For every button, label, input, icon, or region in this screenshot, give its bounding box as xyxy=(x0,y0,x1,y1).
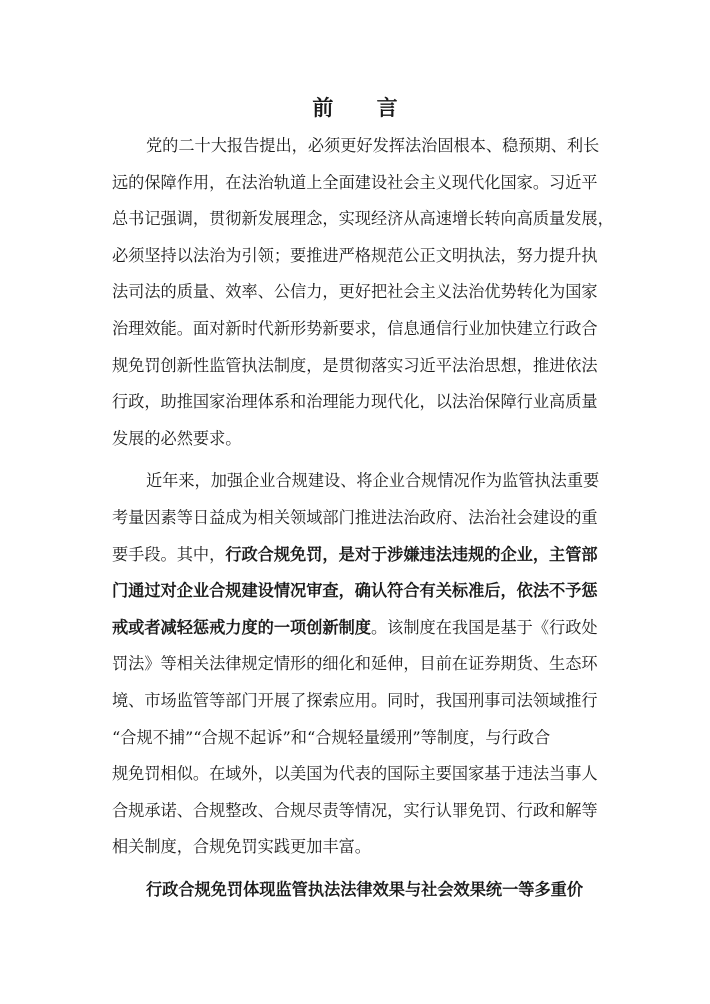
text-line: 必须坚持以法治为引领；要推进严格规范公正文明执法，努力提升执 xyxy=(112,245,598,265)
paragraph-2 xyxy=(112,463,604,866)
text-line: 罚法》等相关法律规定情形的细化和延伸，目前在证券期货、生态环 xyxy=(112,654,598,674)
bold-heading-line: 行政合规免罚体现监管执法法律效果与社会效果统一等多重价 xyxy=(146,879,584,899)
text-line: 党的二十大报告提出，必须更好发挥法治固根本、稳预期、利长 xyxy=(146,136,600,155)
text-line: 远的保障作用，在法治轨道上全面建设社会主义现代化国家。习近平 xyxy=(112,172,598,192)
bold-definition: 行政合规免罚，是对于涉嫌违法违规的企业，主管部 xyxy=(225,544,598,564)
text-line: 治理效能。面对新时代新形势新要求，信息通信行业加快建立行政合 xyxy=(112,318,598,338)
text-line: 发展的必然要求。 xyxy=(112,428,242,448)
page-title: 前 言 xyxy=(312,96,416,120)
text-line: 相关制度，合规免罚实践更加丰富。 xyxy=(112,837,371,857)
text-line: 法司法的质量、效率、公信力，更好把社会主义法治优势转化为国家 xyxy=(112,282,598,302)
text-line: 近年来，加强企业合规建设、将企业合规情况作为监管执法重要 xyxy=(146,471,600,491)
text-line xyxy=(112,610,604,647)
text-line: 考量因素等日益成为相关领域部门推进法治政府、法治社会建设的重 xyxy=(112,507,598,527)
bold-definition: 门通过对企业合规建设情况审查，确认符合有关标准后，依法不予惩 xyxy=(112,581,598,601)
text-segment: 要手段。其中， xyxy=(112,544,226,564)
bold-definition: 戒或者减轻惩戒力度的一项创新制度 xyxy=(112,617,371,637)
text-line: 规免罚创新性监管执法制度，是贯彻落实习近平法治思想，推进依法 xyxy=(112,355,598,375)
text-line: 行政，助推国家治理体系和治理能力现代化，以法治保障行业高质量 xyxy=(112,392,598,412)
text-line: 境、市场监管等部门开展了探索应用。同时，我国刑事司法领域推行 xyxy=(112,690,598,710)
document-body xyxy=(112,128,614,914)
text-line: 总书记强调，贯彻新发展理念，实现经济从高速增长转向高质量发展， xyxy=(112,209,614,229)
text-line xyxy=(112,537,604,574)
text-line: 合规承诺、合规整改、合规尽责等情况，实行认罪免罚、行政和解等 xyxy=(112,800,598,820)
text-line: 规免罚相似。在域外，以美国为代表的国际主要国家基于违法当事人 xyxy=(112,764,598,784)
text-line: “合规不捕”“合规不起诉”和“合规轻量缓刑”等制度，与行政合 xyxy=(112,727,551,747)
paragraph-1 xyxy=(112,128,614,457)
text-segment: 。该制度在我国是基于《行政处 xyxy=(371,617,598,637)
paragraph-3 xyxy=(112,872,604,909)
